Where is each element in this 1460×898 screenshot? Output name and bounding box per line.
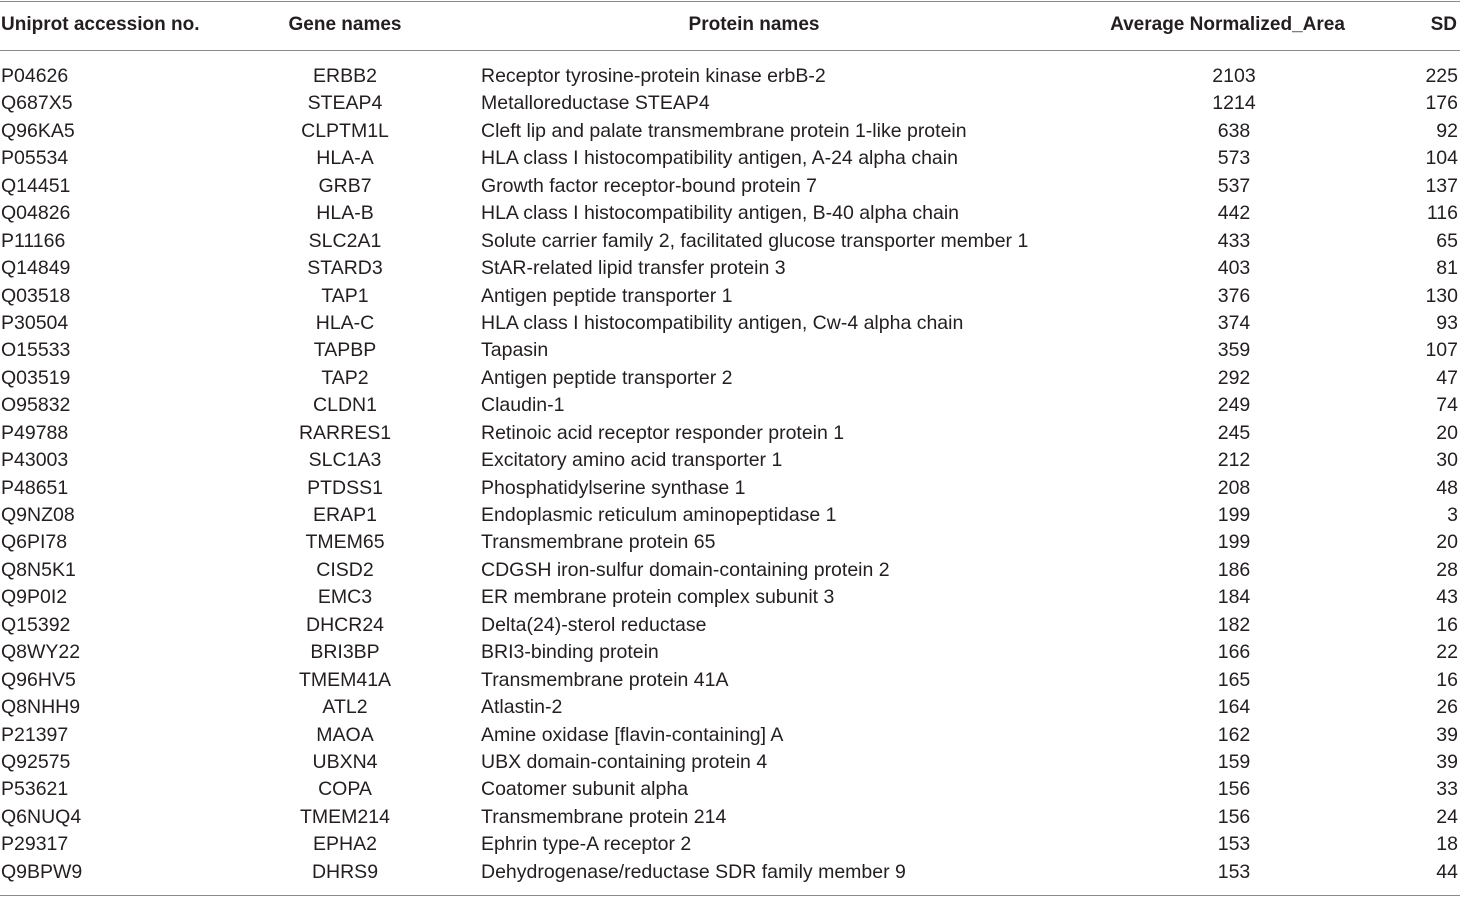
cell-protein-name: Cleft lip and palate transmembrane protein 1-like protein xyxy=(481,119,967,142)
cell-sd: 107 xyxy=(1425,339,1458,362)
table-row xyxy=(0,419,1460,446)
cell-accession: P49788 xyxy=(1,421,69,444)
cell-sd: 74 xyxy=(1436,394,1458,417)
cell-protein-name: Growth factor receptor-bound protein 7 xyxy=(481,174,818,197)
cell-protein-name: StAR-related lipid transfer protein 3 xyxy=(481,257,786,280)
cell-gene-name: BRI3BP xyxy=(310,641,380,664)
cell-accession: Q6PI78 xyxy=(1,531,68,554)
cell-accession: P04626 xyxy=(1,65,69,87)
cell-average-normalized-area: 442 xyxy=(1217,202,1251,225)
cell-sd: 47 xyxy=(1436,366,1458,389)
cell-gene-name: TMEM65 xyxy=(305,531,385,554)
cell-sd: 130 xyxy=(1425,284,1458,307)
cell-accession: Q96KA5 xyxy=(1,119,75,142)
cell-gene-name: HLA-C xyxy=(315,311,375,334)
table-row xyxy=(0,336,1460,363)
cell-gene-name: ERBB2 xyxy=(313,65,377,87)
table-row xyxy=(0,89,1460,116)
cell-accession: Q8N5K1 xyxy=(1,558,76,581)
cell-accession: P21397 xyxy=(1,723,69,746)
cell-average-normalized-area: 359 xyxy=(1217,339,1251,362)
cell-accession: Q687X5 xyxy=(1,92,73,115)
cell-average-normalized-area: 249 xyxy=(1217,394,1251,417)
cell-protein-name: BRI3-binding protein xyxy=(481,641,659,664)
cell-gene-name: TMEM41A xyxy=(298,668,392,691)
table-row xyxy=(0,144,1460,171)
cell-average-normalized-area: 182 xyxy=(1217,613,1251,636)
table-row xyxy=(0,556,1460,583)
cell-average-normalized-area: 433 xyxy=(1217,229,1251,252)
table-row xyxy=(0,117,1460,144)
cell-protein-name: HLA class I histocompatibility antigen, Cw-4 alpha chain xyxy=(481,311,964,334)
cell-average-normalized-area: 186 xyxy=(1217,558,1251,581)
cell-accession: P11166 xyxy=(1,229,66,252)
cell-protein-name: Delta(24)-sterol reductase xyxy=(481,613,707,636)
table-row xyxy=(0,391,1460,418)
cell-protein-name: ER membrane protein complex subunit 3 xyxy=(481,586,835,609)
table-row xyxy=(0,309,1460,336)
cell-accession: P43003 xyxy=(1,449,69,472)
cell-average-normalized-area: 403 xyxy=(1217,257,1251,280)
cell-accession: Q03519 xyxy=(1,366,71,389)
cell-average-normalized-area: 156 xyxy=(1217,778,1251,801)
header-protein-names: Protein names xyxy=(688,14,820,35)
cell-average-normalized-area: 164 xyxy=(1217,696,1251,719)
table-row xyxy=(0,254,1460,281)
cell-average-normalized-area: 1214 xyxy=(1212,92,1256,115)
table-row xyxy=(0,62,1460,89)
cell-gene-name: HLA-A xyxy=(316,147,374,170)
cell-accession: Q92575 xyxy=(1,750,71,773)
cell-average-normalized-area: 573 xyxy=(1217,147,1251,170)
cell-gene-name: TMEM214 xyxy=(300,805,390,828)
table-row xyxy=(0,858,1460,885)
cell-accession: P29317 xyxy=(1,833,69,856)
table-row xyxy=(0,446,1460,473)
cell-sd: 65 xyxy=(1436,229,1458,252)
table-row xyxy=(0,501,1460,528)
cell-accession: Q6NUQ4 xyxy=(1,805,82,828)
cell-average-normalized-area: 165 xyxy=(1217,668,1251,691)
cell-protein-name: Endoplasmic reticulum aminopeptidase 1 xyxy=(481,504,837,526)
cell-gene-name: ERAP1 xyxy=(313,504,377,526)
table-row xyxy=(0,666,1460,693)
cell-sd: 137 xyxy=(1425,174,1458,197)
table-row xyxy=(0,693,1460,720)
cell-accession: P48651 xyxy=(1,476,69,499)
cell-average-normalized-area: 374 xyxy=(1217,311,1251,334)
cell-sd: 81 xyxy=(1436,257,1458,280)
cell-sd: 225 xyxy=(1425,65,1458,87)
cell-gene-name: RARRES1 xyxy=(298,421,392,444)
table-row xyxy=(0,638,1460,665)
table-row xyxy=(0,748,1460,775)
cell-average-normalized-area: 184 xyxy=(1217,586,1251,609)
cell-accession: Q14849 xyxy=(1,257,71,280)
cell-gene-name: STARD3 xyxy=(307,257,383,280)
cell-protein-name: Solute carrier family 2, facilitated glucose transporter member 1 xyxy=(481,229,1029,252)
cell-gene-name: TAP1 xyxy=(321,284,369,307)
cell-gene-name: SLC1A3 xyxy=(308,449,382,472)
cell-sd: 44 xyxy=(1436,860,1458,883)
cell-gene-name: SLC2A1 xyxy=(308,229,382,252)
cell-sd: 16 xyxy=(1436,668,1458,691)
cell-average-normalized-area: 156 xyxy=(1217,805,1251,828)
cell-gene-name: CLDN1 xyxy=(313,394,377,417)
cell-gene-name: EMC3 xyxy=(317,586,373,609)
cell-protein-name: Coatomer subunit alpha xyxy=(481,778,689,801)
cell-protein-name: Transmembrane protein 214 xyxy=(481,805,727,828)
cell-average-normalized-area: 153 xyxy=(1217,860,1251,883)
table-row xyxy=(0,775,1460,802)
cell-average-normalized-area: 292 xyxy=(1217,366,1251,389)
cell-accession: Q04826 xyxy=(1,202,71,225)
cell-sd: 93 xyxy=(1436,311,1458,334)
table-bottom-rule xyxy=(0,895,1460,896)
cell-sd: 28 xyxy=(1436,558,1458,581)
table-header-rule xyxy=(0,50,1460,51)
table-row xyxy=(0,583,1460,610)
cell-average-normalized-area: 2103 xyxy=(1212,65,1256,87)
cell-sd: 22 xyxy=(1436,641,1458,664)
table-row xyxy=(0,528,1460,555)
cell-accession: O15533 xyxy=(1,339,71,362)
cell-sd: 18 xyxy=(1436,833,1458,856)
cell-sd: 43 xyxy=(1436,586,1458,609)
cell-accession: Q8WY22 xyxy=(1,641,81,664)
cell-gene-name: DHRS9 xyxy=(311,860,379,883)
cell-protein-name: Transmembrane protein 41A xyxy=(481,668,729,691)
cell-accession: Q96HV5 xyxy=(1,668,76,691)
cell-sd: 26 xyxy=(1436,696,1458,719)
cell-protein-name: Claudin-1 xyxy=(481,394,565,417)
cell-accession: Q15392 xyxy=(1,613,71,636)
cell-gene-name: STEAP4 xyxy=(307,92,383,115)
table-row xyxy=(0,611,1460,638)
cell-sd: 116 xyxy=(1426,202,1458,225)
cell-sd: 48 xyxy=(1436,476,1458,499)
cell-accession: P53621 xyxy=(1,778,69,801)
cell-sd: 3 xyxy=(1447,504,1458,526)
cell-sd: 20 xyxy=(1436,531,1458,554)
cell-protein-name: Phosphatidylserine synthase 1 xyxy=(481,476,746,499)
table-row xyxy=(0,474,1460,501)
cell-average-normalized-area: 537 xyxy=(1217,174,1251,197)
cell-accession: Q9BPW9 xyxy=(1,860,83,883)
cell-protein-name: UBX domain-containing protein 4 xyxy=(481,750,768,773)
cell-sd: 24 xyxy=(1436,805,1458,828)
cell-average-normalized-area: 638 xyxy=(1217,119,1251,142)
cell-sd: 30 xyxy=(1436,449,1458,472)
cell-average-normalized-area: 199 xyxy=(1217,531,1251,554)
cell-sd: 16 xyxy=(1436,613,1458,636)
cell-average-normalized-area: 208 xyxy=(1217,476,1251,499)
cell-protein-name: Ephrin type-A receptor 2 xyxy=(481,833,692,856)
table-row xyxy=(0,199,1460,226)
cell-protein-name: Amine oxidase [flavin-containing] A xyxy=(481,723,784,746)
cell-average-normalized-area: 212 xyxy=(1217,449,1251,472)
cell-protein-name: Dehydrogenase/reductase SDR family member 9 xyxy=(481,860,906,883)
cell-gene-name: DHCR24 xyxy=(305,613,385,636)
cell-gene-name: PTDSS1 xyxy=(307,476,383,499)
header-sd: SD xyxy=(1430,14,1457,35)
cell-protein-name: Receptor tyrosine-protein kinase erbB-2 xyxy=(481,65,826,87)
cell-gene-name: UBXN4 xyxy=(312,750,378,773)
cell-protein-name: CDGSH iron-sulfur domain-containing protein 2 xyxy=(481,558,890,581)
cell-accession: P30504 xyxy=(1,311,69,334)
cell-average-normalized-area: 162 xyxy=(1217,723,1251,746)
cell-gene-name: EPHA2 xyxy=(313,833,377,856)
cell-accession: Q03518 xyxy=(1,284,71,307)
table-row xyxy=(0,721,1460,748)
table-row xyxy=(0,172,1460,199)
cell-average-normalized-area: 245 xyxy=(1217,421,1251,444)
cell-gene-name: TAPBP xyxy=(313,339,377,362)
cell-protein-name: Excitatory amino acid transporter 1 xyxy=(481,449,783,472)
cell-accession: Q9NZ08 xyxy=(1,504,75,526)
cell-protein-name: Atlastin-2 xyxy=(481,696,563,719)
cell-gene-name: ATL2 xyxy=(322,696,368,719)
table-row xyxy=(0,282,1460,309)
cell-sd: 33 xyxy=(1436,778,1458,801)
table-row xyxy=(0,364,1460,391)
header-average-normalized-area: Average Normalized_Area xyxy=(1110,14,1345,35)
cell-accession: O95832 xyxy=(1,394,71,417)
cell-gene-name: CISD2 xyxy=(316,558,374,581)
cell-protein-name: Tapasin xyxy=(481,339,549,362)
table-row xyxy=(0,803,1460,830)
cell-accession: Q8NHH9 xyxy=(1,696,81,719)
cell-average-normalized-area: 166 xyxy=(1217,641,1251,664)
cell-protein-name: Metalloreductase STEAP4 xyxy=(481,92,710,115)
table-body xyxy=(0,62,1460,885)
cell-protein-name: Transmembrane protein 65 xyxy=(481,531,716,554)
cell-gene-name: MAOA xyxy=(316,723,374,746)
header-accession: Uniprot accession no. xyxy=(1,14,200,35)
cell-gene-name: TAP2 xyxy=(321,366,369,389)
cell-sd: 104 xyxy=(1425,147,1458,170)
cell-average-normalized-area: 376 xyxy=(1217,284,1251,307)
cell-sd: 39 xyxy=(1436,723,1458,746)
cell-sd: 92 xyxy=(1436,119,1458,142)
table-row xyxy=(0,227,1460,254)
cell-gene-name: CLPTM1L xyxy=(301,119,389,142)
cell-sd: 39 xyxy=(1436,750,1458,773)
cell-sd: 176 xyxy=(1425,92,1458,115)
cell-accession: Q14451 xyxy=(1,174,71,197)
cell-protein-name: HLA class I histocompatibility antigen, A-24 alpha chain xyxy=(481,147,958,170)
table-row xyxy=(0,830,1460,857)
cell-gene-name: GRB7 xyxy=(318,174,372,197)
cell-gene-name: HLA-B xyxy=(316,202,374,225)
cell-accession: Q9P0I2 xyxy=(1,586,68,609)
cell-gene-name: COPA xyxy=(318,778,372,801)
cell-average-normalized-area: 199 xyxy=(1217,504,1251,526)
table-header-row xyxy=(0,0,1460,52)
cell-average-normalized-area: 153 xyxy=(1217,833,1251,856)
cell-protein-name: HLA class I histocompatibility antigen, B-40 alpha chain xyxy=(481,202,960,225)
cell-average-normalized-area: 159 xyxy=(1217,750,1251,773)
cell-protein-name: Antigen peptide transporter 1 xyxy=(481,284,733,307)
cell-protein-name: Antigen peptide transporter 2 xyxy=(481,366,733,389)
header-gene-names: Gene names xyxy=(288,14,402,35)
cell-protein-name: Retinoic acid receptor responder protein 1 xyxy=(481,421,845,444)
cell-accession: P05534 xyxy=(1,147,69,170)
cell-sd: 20 xyxy=(1436,421,1458,444)
